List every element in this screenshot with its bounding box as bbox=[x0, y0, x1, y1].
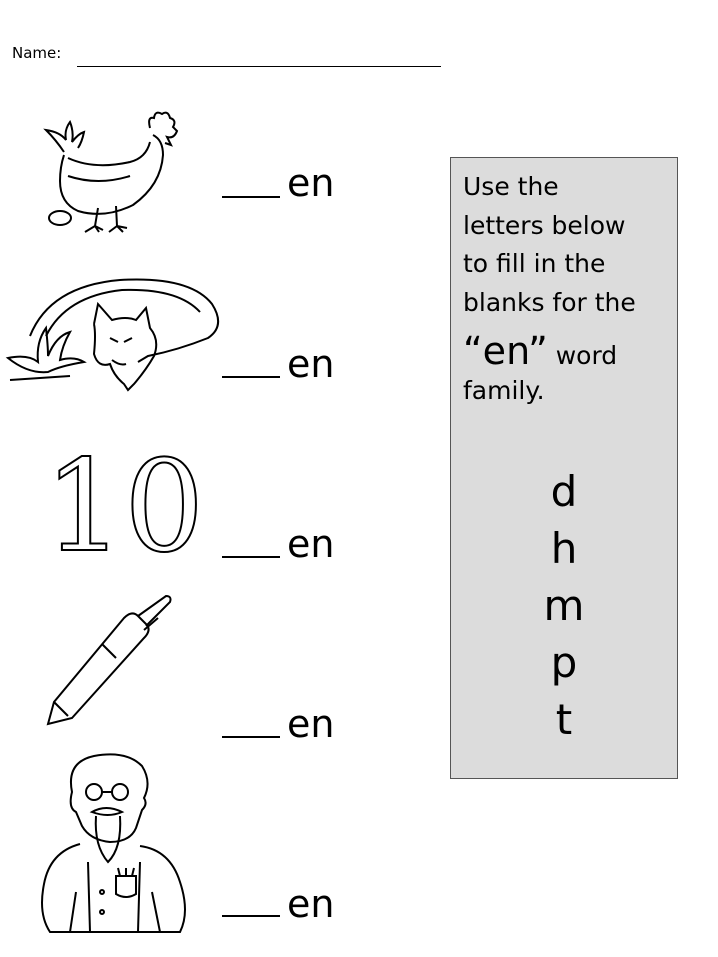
suffix-1: en bbox=[287, 161, 335, 205]
letter-h: h bbox=[550, 524, 578, 573]
name-label: Name: bbox=[12, 44, 62, 62]
instruction-line-1: Use the bbox=[463, 172, 559, 201]
hen-picture bbox=[38, 90, 178, 235]
instruction-line-6: family. bbox=[463, 376, 545, 405]
word-family: “en” bbox=[463, 329, 548, 373]
fox-in-den-picture bbox=[6, 278, 218, 388]
blank-2[interactable] bbox=[222, 376, 280, 378]
letter-p: p bbox=[550, 638, 578, 687]
number-ten-picture bbox=[44, 433, 205, 580]
instruction-line-4: blanks for the bbox=[463, 287, 636, 317]
blank-4[interactable] bbox=[222, 736, 280, 738]
instructions-text bbox=[463, 168, 675, 411]
instruction-word: word bbox=[547, 341, 618, 370]
name-line[interactable] bbox=[77, 66, 441, 67]
blank-3[interactable] bbox=[222, 556, 280, 558]
letter-t: t bbox=[555, 695, 573, 744]
number-ten-digits: 10 bbox=[44, 433, 205, 580]
suffix-5: en bbox=[287, 882, 335, 926]
instruction-line-2: letters below bbox=[463, 210, 626, 240]
instructions-box bbox=[450, 157, 678, 779]
blank-1[interactable] bbox=[222, 196, 280, 198]
letter-m: m bbox=[543, 581, 585, 630]
letter-d: d bbox=[550, 467, 578, 516]
man-picture bbox=[36, 752, 208, 934]
instruction-line-3: to fill in the bbox=[463, 249, 606, 278]
suffix-4: en bbox=[287, 702, 335, 746]
suffix-2: en bbox=[287, 342, 335, 386]
blank-5[interactable] bbox=[222, 915, 280, 917]
pen-picture bbox=[44, 592, 174, 732]
suffix-3: en bbox=[287, 522, 335, 566]
letter-list bbox=[451, 463, 677, 748]
